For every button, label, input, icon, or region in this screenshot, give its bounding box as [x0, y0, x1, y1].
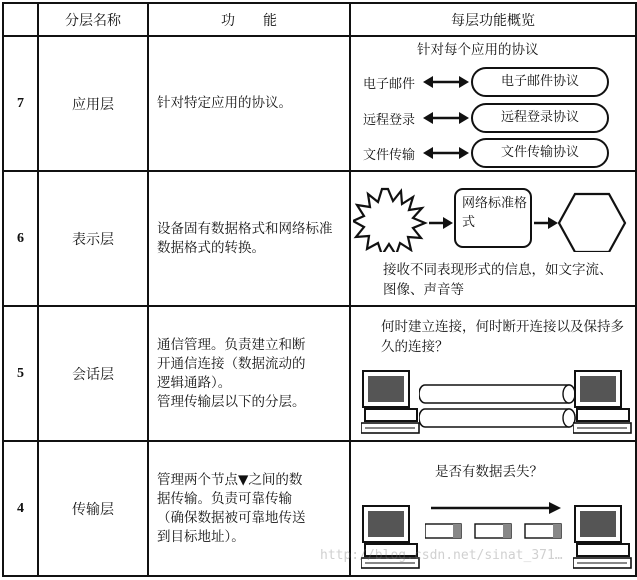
overview-caption: 何时建立连接，何时断开连接以及保持多久的连接？ [381, 319, 624, 355]
layer-name: 表示层 [38, 171, 148, 306]
protocol-pill-remote-login: 远程登录协议 [471, 103, 609, 133]
computer-icon [573, 369, 635, 435]
header-layer-name: 分层名称 [38, 3, 148, 36]
function-line: 逻辑通路）。 [157, 374, 232, 391]
table-row [3, 441, 636, 576]
double-arrow-icon [423, 146, 469, 160]
starburst-icon [353, 189, 425, 252]
layer-name: 会话层 [38, 306, 148, 441]
header-number-cell [3, 3, 38, 36]
double-arrow-icon [423, 111, 469, 125]
layer-function: 设备固有数据格式和网络标准数据格式的转换。 [148, 171, 350, 306]
data-packet-icon [525, 524, 561, 538]
app-label-remote-login: 远程登录 [363, 113, 416, 128]
layer-name: 应用层 [38, 36, 148, 171]
table-row [3, 171, 636, 306]
right-arrow-icon [534, 217, 558, 229]
header-overview: 每层功能概览 [350, 3, 636, 36]
data-transfer-diagram [425, 500, 575, 544]
layer-function [148, 441, 350, 576]
layer-name: 传输层 [38, 441, 148, 576]
table-header-row [3, 3, 636, 36]
layer-overview-transport [350, 441, 636, 576]
connection-pipes-icon [419, 383, 579, 431]
layer-overview-session [350, 306, 636, 441]
computer-icon [361, 504, 423, 570]
layer-number: 6 [3, 171, 38, 306]
right-arrow-icon [431, 502, 561, 514]
overview-caption: 接收不同表现形式的信息，如文字流、图像、声音等 [383, 262, 613, 298]
function-line: 管理传输层以下的分层。 [157, 393, 306, 410]
protocol-pill-file-transfer: 文件传输协议 [471, 138, 609, 168]
layer-function: 针对特定应用的协议。 [148, 36, 350, 171]
watermark: http://blog.csdn.net/sinat_371… [320, 548, 563, 563]
right-arrow-icon [429, 217, 453, 229]
overview-caption: 针对每个应用的协议 [417, 42, 539, 58]
function-line: 到目标地址）。 [157, 528, 245, 545]
layer-number: 4 [3, 441, 38, 576]
function-line: （确保数据被可靠地传送 [157, 509, 306, 526]
network-format-box-label: 网络标准格式 [462, 196, 528, 230]
data-packet-icon [425, 524, 461, 538]
hexagon-icon [559, 194, 625, 252]
layer-overview-application [350, 36, 636, 171]
app-label-file-transfer: 文件传输 [363, 148, 416, 163]
table-row [3, 36, 636, 171]
double-arrow-icon [423, 75, 469, 89]
layer-function [148, 306, 350, 441]
layer-number: 7 [3, 36, 38, 171]
table-row [3, 306, 636, 441]
function-line: 开通信连接（数据流动的 [157, 355, 306, 372]
function-line: 管理两个节点▼之间的数 [157, 471, 303, 488]
function-line: 通信管理。负责建立和断 [157, 336, 306, 353]
computer-icon [573, 504, 635, 570]
function-line: 据传输。负责可靠传输 [157, 490, 292, 507]
layer-overview-presentation [350, 171, 636, 306]
header-function: 功 能 [148, 3, 350, 36]
layer-number: 5 [3, 306, 38, 441]
data-packet-icon [475, 524, 511, 538]
osi-layer-table [2, 2, 637, 577]
overview-caption: 是否有数据丢失？ [435, 464, 543, 480]
protocol-pill-email: 电子邮件协议 [471, 67, 609, 97]
app-label-email: 电子邮件 [363, 77, 416, 92]
computer-icon [361, 369, 423, 435]
